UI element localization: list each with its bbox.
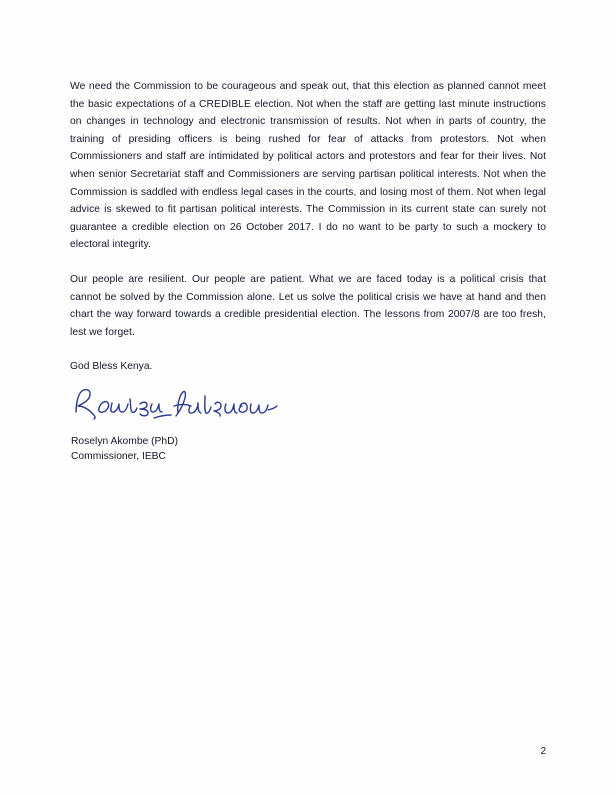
signer-name: Roselyn Akombe (PhD) xyxy=(71,435,179,447)
paragraph-2: Our people are resilient. Our people are patient. What we are faced today is a political crisis that cannot be solved by the Commission alone. Let us solve the political crisis we have at hand and then chart the way forward towards a credible presidential election. The lessons from 2007/8 are too fresh, lest we forget. xyxy=(70,273,546,338)
signer-info xyxy=(70,434,546,464)
closing-line: God Bless Kenya. xyxy=(70,361,153,373)
page-number: 2 xyxy=(540,746,546,757)
signature-block xyxy=(70,382,546,428)
signer-title: Commissioner, IEBC xyxy=(71,450,166,462)
paragraph-1: We need the Commission to be courageous and speak out, that this election as planned cannot meet the basic expectations of a CREDIBLE election. Not when the staff are getting last minute instructions on changes in technology and electronic transmission of results. Not when in parts of country, the training of presiding officers is being rushed for fear of attacks from protestors. Not when Commissioners and staff are intimidated by political actors and protestors and fear for their lives. Not when senior Secretariat staff and Commissioners are serving partisan political interests. Not when the Commission is saddled with endless legal cases in the courts, and losing most of them. Not when legal advice is skewed to fit partisan political interests. The Commission in its current state can surely not guarantee a credible election on 26 October 2017. I do no want to be party to such a mockery to electoral integrity. xyxy=(70,81,546,251)
handwritten-signature-icon xyxy=(70,382,280,428)
